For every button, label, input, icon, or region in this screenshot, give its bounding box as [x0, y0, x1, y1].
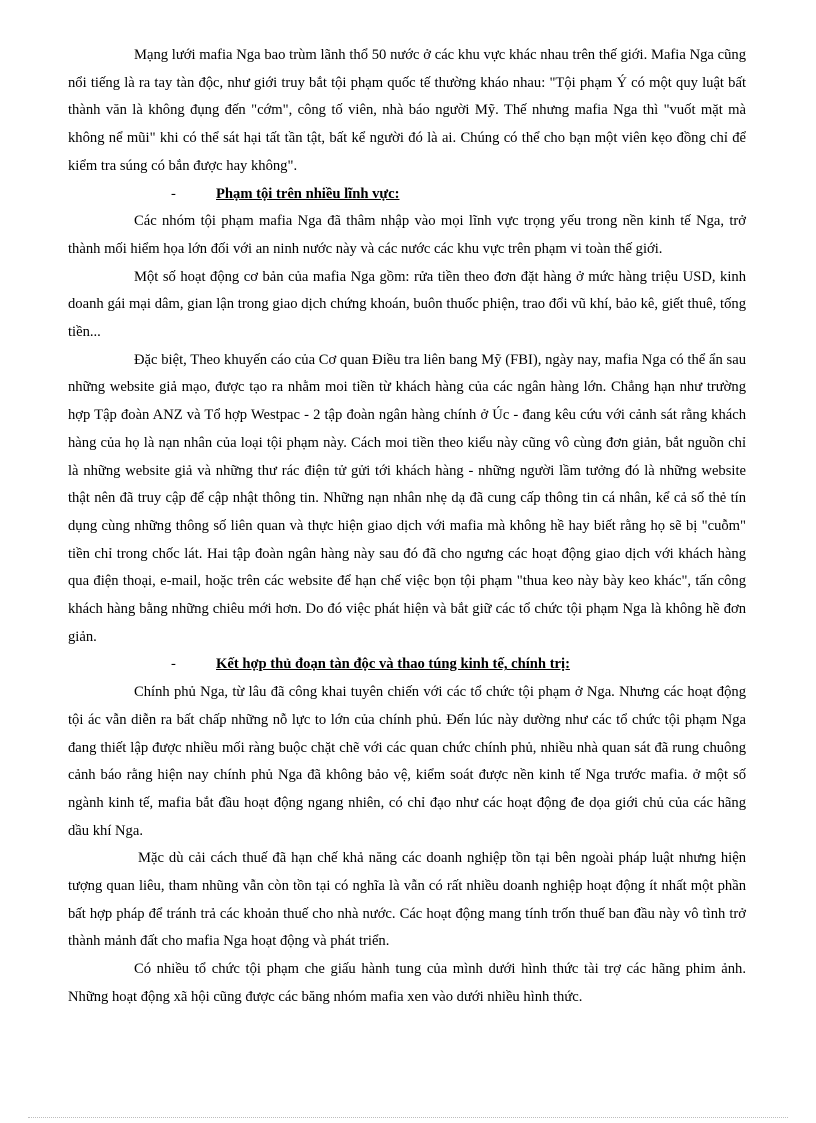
heading-title: Phạm tội trên nhiều lĩnh vực:: [216, 185, 400, 202]
paragraph-tax-reform: Mặc dù cải cách thuế đã hạn chế khả năng các doanh nghiệp tồn tại bên ngoài pháp luật nhưng hiện tượng quan liêu, tham nhũng vẫn còn tồn tại có nghĩa là vẫn có rất nhiều doanh nghiệp hoạt động ít nhất một phần bất hợp pháp để tránh trả các khoản thuế cho nhà nước. Các hoạt động mang tính trốn thuế ban đầu này vô tình trở thành mảnh đất cho mafia Nga hoạt động và phát triển.: [68, 850, 746, 950]
paragraph-economy-infiltration: Các nhóm tội phạm mafia Nga đã thâm nhập vào mọi lĩnh vực trọng yếu trong nền kinh tế Nga, trở thành mối hiểm họa lớn đối với an ninh nước này và các nước các khu vực trên phạm vi toàn thế giới.: [68, 213, 746, 257]
section-heading-crime-fields: [68, 181, 746, 209]
paragraph-government-war: Chính phủ Nga, từ lâu đã công khai tuyên chiến với các tổ chức tội phạm ở Nga. Nhưng các hoạt động tội ác vẫn diễn ra bất chấp những nỗ lực to lớn của chính phủ. Đến lúc này dường như các tổ chức tội phạm Nga đang thiết lập được nhiều mối ràng buộc chặt chẽ với các quan chức chính phủ, nhiều nhà quan sát đã rung chuông cảnh báo rằng hiện nay chính phủ Nga đã không bảo vệ, kiểm soát được nền kinh tế Nga trước mafia. ở một số ngành kinh tế, mafia bắt đầu hoạt động ngang nhiên, có chỉ đạo như các hoạt động đe dọa giới chủ của các hãng dầu khí Nga.: [68, 684, 746, 839]
paragraph-film-sponsorship: Có nhiều tổ chức tội phạm che giấu hành tung của mình dưới hình thức tài trợ các hãng phim ảnh. Những hoạt động xã hội cũng được các băng nhóm mafia xen vào dưới nhiều hình thức.: [68, 961, 746, 1005]
page-bottom-divider: [28, 1117, 788, 1118]
heading-title: Kết hợp thủ đoạn tàn độc và thao túng kinh tế, chính trị:: [216, 656, 570, 673]
heading-bullet-dash: -: [171, 656, 176, 673]
paragraph-mafia-network: Mạng lưới mafia Nga bao trùm lãnh thổ 50 nước ở các khu vực khác nhau trên thế giới. Mafia Nga cũng nổi tiếng là ra tay tàn độc, như giới truy bắt tội phạm quốc tế thường kháo nhau: "Tội phạm Ý có một quy luật bất thành văn là không đụng đến "cớm", công tố viên, nhà báo người Mỹ. Thế nhưng mafia Nga thì "vuốt mặt mà không nể mũi" khi có thể sát hại tất tần tật, bất kể người đó là ai. Chúng có thể cho bạn một viên kẹo đồng chỉ để kiểm tra súng có bắn được hay không".: [68, 47, 746, 174]
paragraph-basic-activities: Một số hoạt động cơ bản của mafia Nga gồm: rửa tiền theo đơn đặt hàng ở mức hàng triệu USD, kinh doanh gái mại dâm, gian lận trong giao dịch chứng khoán, buôn thuốc phiện, trao đổi vũ khí, bảo kê, giết thuê, tống tiền...: [68, 268, 746, 341]
document-page: [68, 42, 746, 1012]
paragraph-fbi-warning: Đặc biệt, Theo khuyến cáo của Cơ quan Điều tra liên bang Mỹ (FBI), ngày nay, mafia Nga có thể ẩn sau những website giả mạo, được tạo ra nhằm moi tiền từ khách hàng của các ngân hàng lớn. Chẳng hạn như trường hợp Tập đoàn ANZ và Tổ hợp Westpac - 2 tập đoàn ngân hàng chính ở Úc - đang kêu cứu với cảnh sát rằng khách hàng của họ là nạn nhân của loại tội phạm này. Cách moi tiền theo kiểu này cũng vô cùng đơn giản, bắt nguồn chỉ là những website giả và những thư rác điện tử gửi tới khách hàng - những người lầm tưởng đó là những website thật nên đã truy cập để cập nhật thông tin. Những nạn nhân nhẹ dạ đã cung cấp thông tin cá nhân, kể cả số thẻ tín dụng cùng những thông số liên quan và thực hiện giao dịch với mafia mà không hề hay biết rằng họ sẽ bị "cuỗm" tiền chỉ trong chốc lát. Hai tập đoàn ngân hàng này sau đó đã cho ngưng các hoạt động giao dịch với khách hàng qua điện thoại, e-mail, hoặc trên các website để hạn chế việc bọn tội phạm "thua keo này bày keo khác", tấn công khách hàng bằng những chiêu mới hơn. Do đó việc phát hiện và bắt giữ các tổ chức tội phạm Nga là không hề đơn giản.: [68, 351, 746, 645]
section-heading-economic-political: [68, 651, 746, 679]
heading-bullet-dash: -: [171, 185, 176, 202]
